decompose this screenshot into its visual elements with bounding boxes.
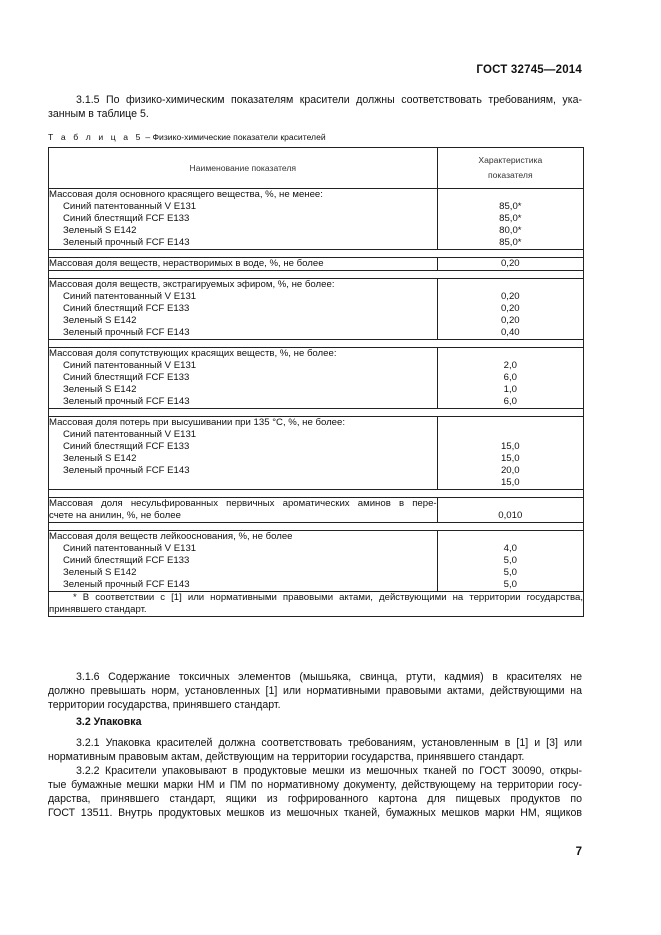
- row-item: Синий блестящий FCF E133: [63, 303, 190, 314]
- table-row: [49, 417, 584, 490]
- row-value: 0,20: [500, 303, 520, 314]
- text-line: тые бумажные мешки марки НМ и ПМ по нормативному документу, действующему на территории госу-: [48, 779, 582, 791]
- row-item: Синий патентованный V E131: [63, 543, 197, 554]
- row-item: Синий патентованный V E131: [63, 201, 197, 212]
- text-line: должно превышать норм, установленных [1] или нормативными правовыми актами, действующими на: [48, 685, 582, 697]
- table-row: [49, 498, 584, 523]
- row-item: Зеленый S E142: [63, 315, 137, 326]
- row-value: 85,0*: [499, 201, 522, 212]
- row-item: Зеленый прочный FCF E143: [63, 465, 190, 476]
- row-name: [49, 258, 438, 271]
- row-item: Зеленый прочный FCF E143: [63, 579, 190, 590]
- row-value: 6,0: [503, 396, 517, 407]
- row-title: Массовая доля сопутствующих красящих веществ, %, не более:: [49, 348, 337, 359]
- standard-number: ГОСТ 32745—2014: [476, 64, 582, 76]
- table-5: [48, 147, 584, 617]
- row-title: Массовая доля основного красящего вещества, %, не менее:: [49, 189, 323, 200]
- row-item: Зеленый S E142: [63, 225, 137, 236]
- col-header-name: Наименование показателя: [49, 148, 438, 189]
- row-item: Синий блестящий FCF E133: [63, 441, 190, 452]
- row-values: [437, 258, 583, 271]
- row-value: 0,010: [498, 510, 523, 521]
- text-line: 3.1.6 Содержание токсичных элементов (мышьяка, свинца, ртути, кадмия) в красителях не: [76, 671, 582, 683]
- row-value: 85,0*: [499, 213, 522, 224]
- row-item: Синий патентованный V E131: [63, 429, 197, 440]
- row-values: [437, 189, 583, 250]
- footnote-line: принявшего стандарт.: [49, 604, 147, 615]
- text-line: территории государства, принявшего стандарт.: [48, 699, 281, 711]
- col-header-value-line1: Характеристика: [478, 155, 543, 165]
- row-item: Синий патентованный V E131: [63, 360, 197, 371]
- row-title: счете на анилин, %, не более: [49, 510, 181, 521]
- row-name: [49, 279, 438, 340]
- table-row: [49, 189, 584, 250]
- row-item: Зеленый прочный FCF E143: [63, 396, 190, 407]
- row-value: 0,20: [500, 291, 520, 302]
- row-value: 85,0*: [499, 237, 522, 248]
- row-title: Массовая доля несульфированных первичных ароматических аминов в пере-: [49, 498, 437, 509]
- text-line: ГОСТ 13511. Внутрь продуктовых мешков из мешочных тканей, бумажных мешков марки НМ, ящиков: [48, 807, 582, 819]
- text-line: занным в таблице 5.: [48, 108, 149, 120]
- row-name: [49, 498, 438, 523]
- footnote-line: * В соответствии с [1] или нормативными правовыми актами, действующими на территории государства,: [73, 592, 583, 603]
- table-caption: [48, 132, 326, 142]
- row-item: Зеленый S E142: [63, 384, 137, 395]
- row-values: [437, 279, 583, 340]
- row-values: [437, 417, 583, 490]
- row-title: Массовая доля потерь при высушивании при 135 °С, %, не более:: [49, 417, 346, 428]
- row-values: [437, 531, 583, 592]
- caption-label: Т а б л и ц а 5: [48, 132, 143, 142]
- row-value: 20,0: [500, 465, 520, 476]
- col-header-value-line2: показателя: [488, 170, 533, 180]
- text-line: нормативным правовым актам, действующим на территории государства, принявшего стандарт.: [48, 751, 525, 763]
- row-value: 15,0: [500, 477, 520, 488]
- table-header-row: [49, 148, 584, 189]
- caption-text: – Физико-химические показатели красителей: [142, 132, 326, 142]
- row-value: 5,0: [503, 555, 517, 566]
- row-value: 15,0: [500, 441, 520, 452]
- row-name: [49, 348, 438, 409]
- row-value: 6,0: [503, 372, 517, 383]
- paragraph-3-2-2: [48, 764, 582, 820]
- paragraph-3-1-6: [48, 670, 582, 712]
- row-value: 80,0*: [499, 225, 522, 236]
- row-value: 15,0: [500, 453, 520, 464]
- col-header-value: [437, 148, 583, 189]
- row-name: [49, 189, 438, 250]
- row-item: Синий блестящий FCF E133: [63, 213, 190, 224]
- table-row: [49, 348, 584, 409]
- row-item: Синий блестящий FCF E133: [63, 555, 190, 566]
- row-values: [437, 498, 583, 523]
- row-value: 5,0: [503, 579, 517, 590]
- row-name: [49, 531, 438, 592]
- row-value: 0,20: [500, 315, 520, 326]
- row-title: Массовая доля веществ, экстрагируемых эфиром, %, не более:: [49, 279, 335, 290]
- row-value: 1,0: [503, 384, 517, 395]
- text-line: 3.2.1 Упаковка красителей должна соответствовать требованиям, установленным в [1] и [3] или: [76, 737, 582, 749]
- row-item: Зеленый прочный FCF E143: [63, 237, 190, 248]
- page-number: 7: [575, 846, 582, 858]
- table-footnote: [49, 592, 584, 617]
- row-item: Зеленый прочный FCF E143: [63, 327, 190, 338]
- section-title: 3.2 Упаковка: [76, 716, 142, 728]
- text-line: 3.1.5 По физико-химическим показателям красители должны соответствовать требованиям, ука-: [76, 94, 582, 106]
- paragraph-3-1-5: [48, 93, 582, 121]
- row-item: Зеленый S E142: [63, 453, 137, 464]
- row-item: Синий патентованный V E131: [63, 291, 197, 302]
- text-line: дарства, принявшего стандарт, ящики из гофрированного картона для пищевых продуктов по: [48, 793, 582, 805]
- row-title: Массовая доля веществ, нерастворимых в воде, %, не более: [49, 258, 324, 269]
- row-value: 2,0: [503, 360, 517, 371]
- table-row: [49, 258, 584, 271]
- row-name: [49, 417, 438, 490]
- row-values: [437, 348, 583, 409]
- row-item: Синий блестящий FCF E133: [63, 372, 190, 383]
- row-value: 0,40: [500, 327, 520, 338]
- table-row: [49, 531, 584, 592]
- text-line: 3.2.2 Красители упаковывают в продуктовые мешки из мешочных тканей по ГОСТ 30090, откры-: [76, 765, 582, 777]
- row-item: Зеленый S E142: [63, 567, 137, 578]
- table-row: [49, 279, 584, 340]
- table-footnote-row: [49, 592, 584, 617]
- paragraph-3-2-1: [48, 736, 582, 764]
- row-value: 4,0: [503, 543, 517, 554]
- row-title: Массовая доля веществ лейкооснования, %, не более: [49, 531, 293, 542]
- row-value: 5,0: [503, 567, 517, 578]
- row-value: 0,20: [500, 258, 520, 269]
